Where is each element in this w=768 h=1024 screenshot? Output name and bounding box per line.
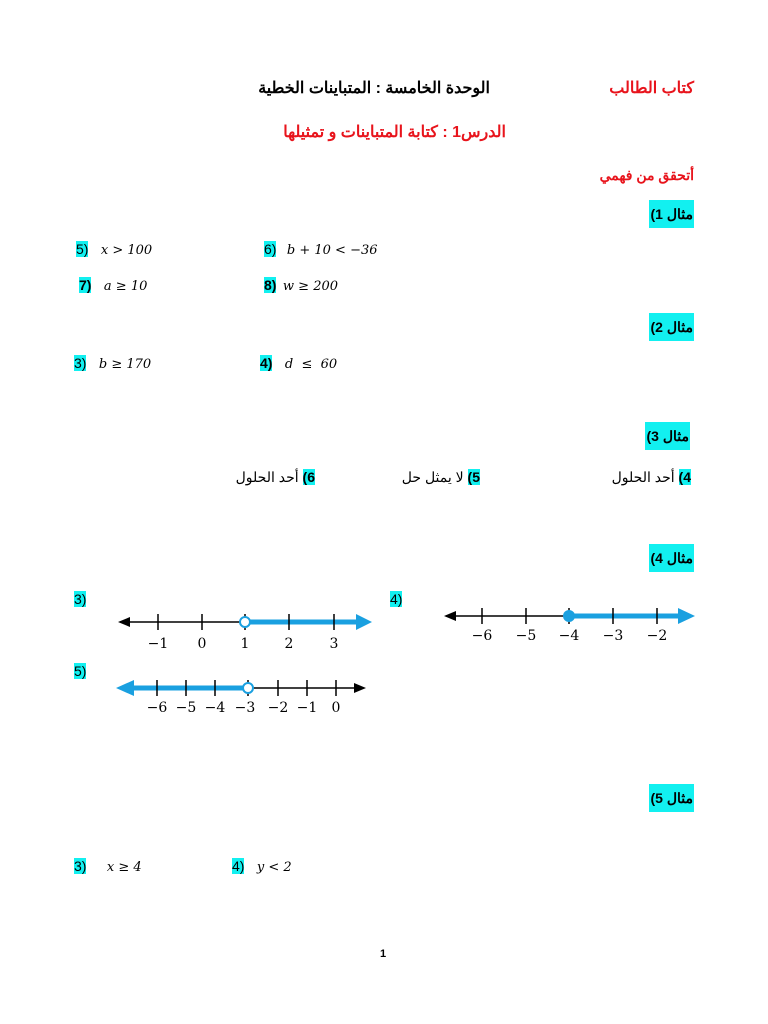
example-4-title: مثال 4) (649, 550, 694, 567)
tick-label: 2 (284, 636, 294, 652)
number-line-5 (110, 672, 370, 722)
inequality: x > 100 (100, 243, 153, 258)
inequality: w ≥ 200 (282, 279, 339, 294)
tick-label: 3 (329, 636, 339, 652)
tick-label: −6 (471, 628, 493, 644)
tick-label: −3 (234, 700, 256, 716)
ex1-item-8 (264, 277, 338, 295)
open-circle (240, 617, 250, 627)
ex4-label-3: 3) (74, 591, 87, 607)
left-arrow-icon (116, 680, 134, 696)
tick-label: −3 (602, 628, 624, 644)
left-arrow-icon (444, 611, 456, 621)
tick-label: 0 (197, 636, 207, 652)
item-number: 6) (264, 241, 277, 257)
answer-text: لا يمثل حل (401, 469, 464, 485)
inequality: y < 2 (256, 860, 292, 875)
open-circle (243, 683, 253, 693)
right-arrow-icon (678, 608, 695, 624)
item-number: 8) (264, 277, 277, 293)
ex2-item-4 (260, 355, 337, 373)
number-line-4 (440, 598, 700, 648)
item-number: 4) (678, 469, 691, 485)
tick-label: −5 (175, 700, 197, 716)
ex3-item-5 (402, 469, 480, 486)
left-arrow-icon (118, 617, 130, 627)
ex5-item-4 (232, 858, 292, 876)
number-line-3 (110, 604, 380, 654)
tick-label: −4 (204, 700, 226, 716)
item-number: 4) (260, 355, 273, 371)
item-number: 6) (302, 469, 315, 485)
example-2-title: مثال 2) (649, 319, 694, 336)
tick-label: −2 (646, 628, 668, 644)
ex1-item-7 (79, 277, 147, 295)
item-number: 3) (74, 858, 87, 874)
page-number: 1 (380, 948, 387, 960)
inequality: d ≤ 60 (284, 357, 338, 372)
tick-label: −1 (296, 700, 318, 716)
inequality: b + 10 < −36 (286, 243, 378, 258)
item-number: 3) (74, 355, 87, 371)
answer-text: أحد الحلول (611, 469, 675, 485)
tick-label: −5 (515, 628, 537, 644)
tick-label: −4 (558, 628, 580, 644)
tick-label: 0 (331, 700, 341, 716)
item-number: 5) (76, 241, 89, 257)
check-heading: أتحقق من فهمي (599, 167, 694, 183)
inequality: b ≥ 170 (98, 357, 152, 372)
item-number: 4) (232, 858, 245, 874)
example-5-title: مثال 5) (649, 790, 694, 807)
lesson-title: الدرس1 : كتابة المتباينات و تمثيلها (283, 124, 506, 141)
tick-label: −6 (146, 700, 168, 716)
tick-label: 1 (240, 636, 250, 652)
inequality: x ≥ 4 (106, 860, 142, 875)
ex5-item-3 (74, 858, 142, 876)
ex1-item-5 (76, 241, 152, 259)
right-arrow-icon (356, 614, 372, 630)
example-1-title: مثال 1) (649, 206, 694, 223)
ex3-item-6 (236, 469, 315, 486)
book-label: كتاب الطالب (609, 80, 694, 97)
ex3-item-4 (612, 469, 691, 486)
ex2-item-3 (74, 355, 151, 373)
tick-label: −2 (267, 700, 289, 716)
example-3-title: مثال 3) (645, 428, 690, 445)
ex4-label-4: 4) (390, 591, 403, 607)
inequality: a ≥ 10 (103, 279, 148, 294)
item-number: 7) (79, 277, 92, 293)
ex1-item-6 (264, 241, 378, 259)
item-number: 5) (467, 469, 480, 485)
closed-circle (563, 610, 575, 622)
right-arrow-icon (354, 683, 366, 693)
tick-label: −1 (147, 636, 169, 652)
ex4-label-5: 5) (74, 663, 87, 679)
answer-text: أحد الحلول (235, 469, 299, 485)
unit-title: الوحدة الخامسة : المتباينات الخطية (258, 80, 490, 97)
